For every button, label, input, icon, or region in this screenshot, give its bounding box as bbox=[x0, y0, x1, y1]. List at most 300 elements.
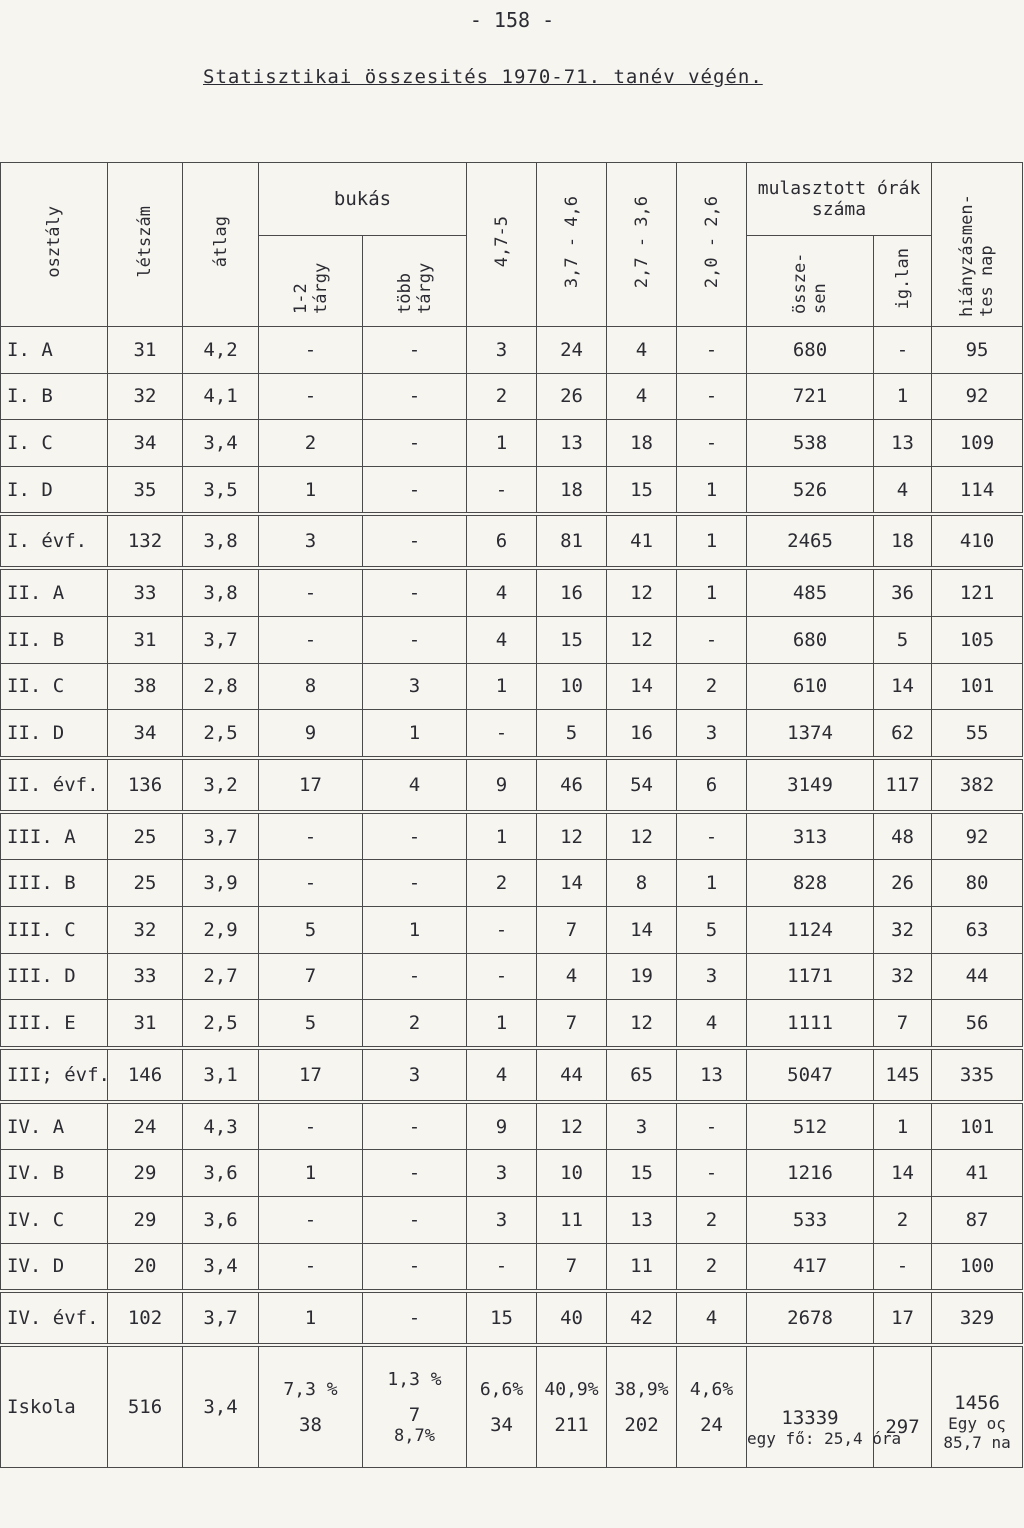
cell-igazolatlan: 17 bbox=[874, 1291, 932, 1345]
cell-grade-475: 4 bbox=[467, 616, 537, 663]
cell-letszam: 102 bbox=[108, 1291, 183, 1345]
cell-bukas-1-2: 1 bbox=[259, 1150, 363, 1197]
header-igazolatlan: ig.lan bbox=[874, 236, 932, 327]
cell-bukas-tobb: - bbox=[363, 1243, 467, 1291]
cell-atlag: 3,9 bbox=[183, 860, 259, 907]
cell-osztaly: IV. B bbox=[1, 1150, 108, 1197]
cell-atlag: 4,3 bbox=[183, 1102, 259, 1150]
class-row bbox=[1, 373, 1023, 420]
cell-atlag: 3,6 bbox=[183, 1150, 259, 1197]
cell-grade-475: 9 bbox=[467, 758, 537, 812]
school-grade-2736-count: 202 bbox=[624, 1413, 659, 1436]
cell-osztaly: III. C bbox=[1, 906, 108, 953]
school-grade-475-count: 34 bbox=[490, 1413, 513, 1436]
class-row bbox=[1, 1000, 1023, 1048]
cell-grade-2026: 1 bbox=[677, 860, 747, 907]
cell-bukas-tobb: - bbox=[363, 812, 467, 860]
cell-bukas-tobb: - bbox=[363, 514, 467, 568]
page-title: Statisztikai összesités 1970-71. tanév végén. bbox=[203, 66, 763, 88]
cell-igazolatlan: 4 bbox=[874, 466, 932, 514]
cell-igazolatlan: 18 bbox=[874, 514, 932, 568]
cell-mulasztott: 828 bbox=[747, 860, 874, 907]
cell-bukas-tobb: - bbox=[363, 1291, 467, 1345]
cell-letszam: 31 bbox=[108, 616, 183, 663]
cell-mulasztott: 680 bbox=[747, 616, 874, 663]
cell-letszam: 35 bbox=[108, 466, 183, 514]
cell-grade-3746: 46 bbox=[537, 758, 607, 812]
cell-grade-2026: - bbox=[677, 812, 747, 860]
cell-hianyzasmentes: 335 bbox=[932, 1048, 1023, 1102]
cell-bukas-1-2: 5 bbox=[259, 1000, 363, 1048]
cell-atlag: 3,6 bbox=[183, 1196, 259, 1243]
cell-bukas-1-2: 1 bbox=[259, 466, 363, 514]
school-bukas-1-2-count: 38 bbox=[299, 1413, 322, 1436]
cell-letszam: 25 bbox=[108, 860, 183, 907]
cell-igazolatlan: 1 bbox=[874, 1102, 932, 1150]
cell-grade-2736: 14 bbox=[607, 663, 677, 710]
cell-osztaly: II. C bbox=[1, 663, 108, 710]
school-bukas-tobb-count: 7 bbox=[408, 1403, 421, 1426]
cell-osztaly: III; évf. bbox=[1, 1048, 108, 1102]
school-grade-3746-count: 211 bbox=[554, 1413, 589, 1436]
class-row bbox=[1, 953, 1023, 1000]
cell-hianyzasmentes: 114 bbox=[932, 466, 1023, 514]
cell-bukas-tobb: - bbox=[363, 860, 467, 907]
cell-grade-3746: 5 bbox=[537, 710, 607, 758]
school-mulasztott bbox=[747, 1345, 902, 1468]
cell-bukas-1-2: - bbox=[259, 373, 363, 420]
cell-bukas-1-2: 9 bbox=[259, 710, 363, 758]
class-row bbox=[1, 616, 1023, 663]
cell-atlag: 2,7 bbox=[183, 953, 259, 1000]
cell-atlag: 4,1 bbox=[183, 373, 259, 420]
cell-hianyzasmentes: 80 bbox=[932, 860, 1023, 907]
cell-atlag: 3,8 bbox=[183, 514, 259, 568]
cell-letszam: 34 bbox=[108, 420, 183, 467]
cell-grade-2736: 15 bbox=[607, 1150, 677, 1197]
class-row bbox=[1, 1196, 1023, 1243]
cell-letszam: 33 bbox=[108, 953, 183, 1000]
class-row bbox=[1, 663, 1023, 710]
cell-igazolatlan: 36 bbox=[874, 568, 932, 616]
cell-mulasztott: 1374 bbox=[747, 710, 874, 758]
cell-igazolatlan: 117 bbox=[874, 758, 932, 812]
year-total-row bbox=[1, 1048, 1023, 1102]
cell-igazolatlan: 32 bbox=[874, 953, 932, 1000]
cell-igazolatlan: 32 bbox=[874, 906, 932, 953]
school-grade-2026-count: 24 bbox=[700, 1413, 723, 1436]
cell-grade-2026: - bbox=[677, 327, 747, 374]
cell-mulasztott: 1124 bbox=[747, 906, 874, 953]
cell-mulasztott: 1216 bbox=[747, 1150, 874, 1197]
cell-bukas-1-2: 8 bbox=[259, 663, 363, 710]
cell-grade-475: 9 bbox=[467, 1102, 537, 1150]
cell-letszam: 146 bbox=[108, 1048, 183, 1102]
cell-bukas-1-2: 5 bbox=[259, 906, 363, 953]
cell-osztaly: II. A bbox=[1, 568, 108, 616]
cell-bukas-1-2: 2 bbox=[259, 420, 363, 467]
cell-bukas-tobb: - bbox=[363, 327, 467, 374]
cell-letszam: 29 bbox=[108, 1150, 183, 1197]
school-total-row bbox=[1, 1345, 1023, 1468]
class-row bbox=[1, 710, 1023, 758]
cell-mulasztott: 417 bbox=[747, 1243, 874, 1291]
cell-grade-2736: 19 bbox=[607, 953, 677, 1000]
page-number: - 158 - bbox=[469, 8, 555, 32]
header-mulasztott: mulasztott órák száma bbox=[747, 163, 932, 236]
cell-bukas-1-2: - bbox=[259, 327, 363, 374]
cell-bukas-tobb: - bbox=[363, 1150, 467, 1197]
cell-igazolatlan: 145 bbox=[874, 1048, 932, 1102]
cell-grade-2026: 1 bbox=[677, 466, 747, 514]
school-grade-3746 bbox=[537, 1345, 607, 1468]
cell-mulasztott: 1111 bbox=[747, 1000, 874, 1048]
year-total-row bbox=[1, 1291, 1023, 1345]
cell-grade-475: 4 bbox=[467, 568, 537, 616]
cell-letszam: 32 bbox=[108, 373, 183, 420]
cell-grade-2736: 12 bbox=[607, 1000, 677, 1048]
cell-hianyzasmentes: 101 bbox=[932, 663, 1023, 710]
cell-bukas-1-2: 17 bbox=[259, 1048, 363, 1102]
cell-bukas-tobb: - bbox=[363, 953, 467, 1000]
cell-grade-3746: 12 bbox=[537, 812, 607, 860]
cell-mulasztott: 610 bbox=[747, 663, 874, 710]
header-grade-3746: 3,7 - 4,6 bbox=[537, 163, 607, 327]
school-hianyzasmentes bbox=[932, 1345, 1023, 1468]
cell-grade-2026: 1 bbox=[677, 514, 747, 568]
cell-grade-2736: 15 bbox=[607, 466, 677, 514]
school-mulasztott-note: egy fő: 25,4 óra bbox=[747, 1428, 902, 1448]
cell-letszam: 31 bbox=[108, 327, 183, 374]
cell-bukas-1-2: 1 bbox=[259, 1291, 363, 1345]
cell-grade-475: 2 bbox=[467, 373, 537, 420]
cell-igazolatlan: 7 bbox=[874, 1000, 932, 1048]
cell-grade-2026: - bbox=[677, 420, 747, 467]
cell-letszam: 24 bbox=[108, 1102, 183, 1150]
cell-grade-475: 6 bbox=[467, 514, 537, 568]
cell-grade-2026: 1 bbox=[677, 568, 747, 616]
cell-osztaly: II. évf. bbox=[1, 758, 108, 812]
cell-grade-3746: 4 bbox=[537, 953, 607, 1000]
cell-mulasztott: 2678 bbox=[747, 1291, 874, 1345]
school-label: Iskola bbox=[1, 1345, 108, 1468]
cell-grade-2736: 12 bbox=[607, 812, 677, 860]
cell-bukas-tobb: - bbox=[363, 420, 467, 467]
header-osszesen: össze-sen bbox=[747, 236, 874, 327]
cell-grade-3746: 15 bbox=[537, 616, 607, 663]
cell-osztaly: I. D bbox=[1, 466, 108, 514]
school-grade-475-pct: 6,6% bbox=[479, 1378, 524, 1400]
cell-grade-3746: 7 bbox=[537, 906, 607, 953]
cell-grade-475: 3 bbox=[467, 327, 537, 374]
cell-atlag: 3,4 bbox=[183, 1243, 259, 1291]
cell-grade-2026: 2 bbox=[677, 663, 747, 710]
cell-grade-2736: 42 bbox=[607, 1291, 677, 1345]
cell-osztaly: I. C bbox=[1, 420, 108, 467]
school-bukas-tobb bbox=[363, 1345, 467, 1468]
cell-hianyzasmentes: 100 bbox=[932, 1243, 1023, 1291]
cell-igazolatlan: 14 bbox=[874, 663, 932, 710]
cell-igazolatlan: - bbox=[874, 327, 932, 374]
cell-grade-475: 4 bbox=[467, 1048, 537, 1102]
school-bukas-1-2-pct: 7,3 % bbox=[283, 1378, 338, 1400]
cell-mulasztott: 526 bbox=[747, 466, 874, 514]
cell-grade-475: 1 bbox=[467, 1000, 537, 1048]
cell-grade-2736: 14 bbox=[607, 906, 677, 953]
cell-grade-3746: 18 bbox=[537, 466, 607, 514]
cell-grade-475: 3 bbox=[467, 1196, 537, 1243]
cell-hianyzasmentes: 95 bbox=[932, 327, 1023, 374]
cell-bukas-tobb: 3 bbox=[363, 663, 467, 710]
cell-atlag: 2,9 bbox=[183, 906, 259, 953]
cell-mulasztott: 533 bbox=[747, 1196, 874, 1243]
cell-osztaly: III. B bbox=[1, 860, 108, 907]
cell-bukas-tobb: - bbox=[363, 466, 467, 514]
cell-bukas-1-2: - bbox=[259, 568, 363, 616]
school-grade-3746-pct: 40,9% bbox=[544, 1378, 599, 1400]
cell-letszam: 31 bbox=[108, 1000, 183, 1048]
cell-hianyzasmentes: 382 bbox=[932, 758, 1023, 812]
cell-grade-475: - bbox=[467, 1243, 537, 1291]
cell-grade-475: - bbox=[467, 953, 537, 1000]
cell-bukas-1-2: - bbox=[259, 1196, 363, 1243]
class-row bbox=[1, 812, 1023, 860]
cell-atlag: 3,7 bbox=[183, 1291, 259, 1345]
cell-mulasztott: 538 bbox=[747, 420, 874, 467]
cell-hianyzasmentes: 55 bbox=[932, 710, 1023, 758]
cell-grade-3746: 26 bbox=[537, 373, 607, 420]
cell-grade-3746: 10 bbox=[537, 1150, 607, 1197]
cell-osztaly: I. A bbox=[1, 327, 108, 374]
cell-osztaly: IV. A bbox=[1, 1102, 108, 1150]
cell-hianyzasmentes: 109 bbox=[932, 420, 1023, 467]
school-hianyzasmentes-count: 1456 bbox=[954, 1392, 1000, 1415]
cell-grade-2026: - bbox=[677, 373, 747, 420]
school-bukas-1-2 bbox=[259, 1345, 363, 1468]
cell-grade-475: - bbox=[467, 710, 537, 758]
cell-igazolatlan: 62 bbox=[874, 710, 932, 758]
cell-grade-2026: - bbox=[677, 1102, 747, 1150]
cell-grade-2736: 12 bbox=[607, 616, 677, 663]
header-hianyzasmentes: hiányzásmen-tes nap bbox=[932, 163, 1023, 327]
header-grade-475: 4,7-5 bbox=[467, 163, 537, 327]
cell-hianyzasmentes: 44 bbox=[932, 953, 1023, 1000]
cell-igazolatlan: 2 bbox=[874, 1196, 932, 1243]
cell-atlag: 2,5 bbox=[183, 710, 259, 758]
school-grade-475 bbox=[467, 1345, 537, 1468]
school-atlag: 3,4 bbox=[183, 1345, 259, 1468]
school-hianyzasmentes-note: Egy ος bbox=[948, 1414, 1006, 1434]
cell-mulasztott: 313 bbox=[747, 812, 874, 860]
cell-letszam: 32 bbox=[108, 906, 183, 953]
school-grade-2736 bbox=[607, 1345, 677, 1468]
cell-hianyzasmentes: 63 bbox=[932, 906, 1023, 953]
cell-letszam: 38 bbox=[108, 663, 183, 710]
cell-atlag: 3,2 bbox=[183, 758, 259, 812]
cell-bukas-tobb: 2 bbox=[363, 1000, 467, 1048]
statistics-table bbox=[0, 162, 1023, 1468]
cell-hianyzasmentes: 121 bbox=[932, 568, 1023, 616]
cell-atlag: 3,8 bbox=[183, 568, 259, 616]
cell-grade-3746: 11 bbox=[537, 1196, 607, 1243]
cell-bukas-1-2: 17 bbox=[259, 758, 363, 812]
cell-osztaly: III. E bbox=[1, 1000, 108, 1048]
cell-grade-3746: 16 bbox=[537, 568, 607, 616]
cell-hianyzasmentes: 105 bbox=[932, 616, 1023, 663]
cell-mulasztott: 512 bbox=[747, 1102, 874, 1150]
cell-grade-2026: 3 bbox=[677, 710, 747, 758]
cell-letszam: 132 bbox=[108, 514, 183, 568]
cell-igazolatlan: 5 bbox=[874, 616, 932, 663]
school-grade-2026-pct: 4,6% bbox=[689, 1378, 734, 1400]
cell-bukas-1-2: - bbox=[259, 812, 363, 860]
cell-letszam: 34 bbox=[108, 710, 183, 758]
cell-grade-3746: 40 bbox=[537, 1291, 607, 1345]
school-bukas-tobb-pct: 1,3 % bbox=[387, 1368, 442, 1390]
header-bukas-1-2: 1-2 tárgy bbox=[259, 236, 363, 327]
cell-grade-475: 2 bbox=[467, 860, 537, 907]
cell-bukas-tobb: - bbox=[363, 1196, 467, 1243]
header-osztaly: osztály bbox=[1, 163, 108, 327]
cell-mulasztott: 1171 bbox=[747, 953, 874, 1000]
cell-grade-2026: 3 bbox=[677, 953, 747, 1000]
cell-osztaly: IV. C bbox=[1, 1196, 108, 1243]
school-letszam: 516 bbox=[108, 1345, 183, 1468]
cell-bukas-tobb: 4 bbox=[363, 758, 467, 812]
cell-hianyzasmentes: 92 bbox=[932, 373, 1023, 420]
cell-atlag: 3,5 bbox=[183, 466, 259, 514]
cell-grade-2736: 54 bbox=[607, 758, 677, 812]
cell-letszam: 136 bbox=[108, 758, 183, 812]
cell-osztaly: IV. évf. bbox=[1, 1291, 108, 1345]
cell-grade-3746: 44 bbox=[537, 1048, 607, 1102]
class-row bbox=[1, 327, 1023, 374]
cell-grade-2736: 8 bbox=[607, 860, 677, 907]
cell-grade-2026: 13 bbox=[677, 1048, 747, 1102]
cell-igazolatlan: 13 bbox=[874, 420, 932, 467]
cell-grade-2736: 65 bbox=[607, 1048, 677, 1102]
cell-grade-2026: 4 bbox=[677, 1291, 747, 1345]
cell-grade-475: 1 bbox=[467, 420, 537, 467]
cell-grade-3746: 7 bbox=[537, 1243, 607, 1291]
cell-letszam: 29 bbox=[108, 1196, 183, 1243]
cell-bukas-tobb: - bbox=[363, 1102, 467, 1150]
cell-bukas-1-2: - bbox=[259, 1102, 363, 1150]
cell-atlag: 2,8 bbox=[183, 663, 259, 710]
cell-grade-2026: 2 bbox=[677, 1196, 747, 1243]
cell-osztaly: I. évf. bbox=[1, 514, 108, 568]
header-atlag: átlag bbox=[183, 163, 259, 327]
class-row bbox=[1, 1102, 1023, 1150]
cell-osztaly: III. D bbox=[1, 953, 108, 1000]
cell-grade-2736: 18 bbox=[607, 420, 677, 467]
class-row bbox=[1, 1243, 1023, 1291]
cell-mulasztott: 2465 bbox=[747, 514, 874, 568]
cell-letszam: 33 bbox=[108, 568, 183, 616]
cell-grade-2026: 2 bbox=[677, 1243, 747, 1291]
cell-atlag: 2,5 bbox=[183, 1000, 259, 1048]
cell-grade-3746: 81 bbox=[537, 514, 607, 568]
cell-grade-2026: - bbox=[677, 616, 747, 663]
school-grade-2026 bbox=[677, 1345, 747, 1468]
cell-bukas-1-2: 7 bbox=[259, 953, 363, 1000]
cell-bukas-tobb: - bbox=[363, 616, 467, 663]
year-total-row bbox=[1, 758, 1023, 812]
cell-grade-2736: 4 bbox=[607, 327, 677, 374]
class-row bbox=[1, 1150, 1023, 1197]
cell-mulasztott: 485 bbox=[747, 568, 874, 616]
cell-hianyzasmentes: 87 bbox=[932, 1196, 1023, 1243]
school-bukas-total-pct: 8,7% bbox=[394, 1425, 435, 1446]
year-total-row bbox=[1, 514, 1023, 568]
header-bukas-tobb: több tárgy bbox=[363, 236, 467, 327]
cell-igazolatlan: - bbox=[874, 1243, 932, 1291]
header-grade-2736: 2,7 - 3,6 bbox=[607, 163, 677, 327]
cell-grade-475: - bbox=[467, 466, 537, 514]
cell-grade-2026: 5 bbox=[677, 906, 747, 953]
cell-grade-475: 15 bbox=[467, 1291, 537, 1345]
cell-grade-2736: 3 bbox=[607, 1102, 677, 1150]
cell-bukas-tobb: - bbox=[363, 568, 467, 616]
cell-igazolatlan: 1 bbox=[874, 373, 932, 420]
class-row bbox=[1, 568, 1023, 616]
cell-igazolatlan: 14 bbox=[874, 1150, 932, 1197]
cell-grade-2026: 6 bbox=[677, 758, 747, 812]
cell-grade-2736: 16 bbox=[607, 710, 677, 758]
cell-hianyzasmentes: 101 bbox=[932, 1102, 1023, 1150]
cell-hianyzasmentes: 56 bbox=[932, 1000, 1023, 1048]
cell-atlag: 3,4 bbox=[183, 420, 259, 467]
cell-atlag: 3,7 bbox=[183, 616, 259, 663]
cell-grade-2736: 4 bbox=[607, 373, 677, 420]
cell-grade-475: 1 bbox=[467, 812, 537, 860]
cell-bukas-1-2: - bbox=[259, 616, 363, 663]
cell-atlag: 3,1 bbox=[183, 1048, 259, 1102]
cell-letszam: 20 bbox=[108, 1243, 183, 1291]
class-row bbox=[1, 906, 1023, 953]
cell-grade-3746: 10 bbox=[537, 663, 607, 710]
cell-atlag: 4,2 bbox=[183, 327, 259, 374]
cell-bukas-tobb: 1 bbox=[363, 710, 467, 758]
school-grade-2736-pct: 38,9% bbox=[614, 1378, 669, 1400]
cell-atlag: 3,7 bbox=[183, 812, 259, 860]
cell-hianyzasmentes: 41 bbox=[932, 1150, 1023, 1197]
cell-bukas-tobb: 3 bbox=[363, 1048, 467, 1102]
school-igazolatlan-count: 297 bbox=[885, 1416, 920, 1439]
class-row bbox=[1, 466, 1023, 514]
cell-grade-2026: - bbox=[677, 1150, 747, 1197]
header-letszam: létszám bbox=[108, 163, 183, 327]
school-mulasztott-count: 13339 bbox=[781, 1406, 839, 1429]
cell-grade-2736: 13 bbox=[607, 1196, 677, 1243]
cell-mulasztott: 721 bbox=[747, 373, 874, 420]
cell-hianyzasmentes: 410 bbox=[932, 514, 1023, 568]
cell-grade-2736: 11 bbox=[607, 1243, 677, 1291]
cell-bukas-tobb: - bbox=[363, 373, 467, 420]
cell-grade-475: 3 bbox=[467, 1150, 537, 1197]
cell-hianyzasmentes: 329 bbox=[932, 1291, 1023, 1345]
cell-osztaly: II. B bbox=[1, 616, 108, 663]
cell-bukas-1-2: 3 bbox=[259, 514, 363, 568]
cell-grade-2026: 4 bbox=[677, 1000, 747, 1048]
cell-grade-3746: 24 bbox=[537, 327, 607, 374]
cell-mulasztott: 3149 bbox=[747, 758, 874, 812]
cell-grade-3746: 14 bbox=[537, 860, 607, 907]
cell-grade-475: 1 bbox=[467, 663, 537, 710]
cell-bukas-tobb: 1 bbox=[363, 906, 467, 953]
cell-osztaly: II. D bbox=[1, 710, 108, 758]
cell-bukas-1-2: - bbox=[259, 860, 363, 907]
